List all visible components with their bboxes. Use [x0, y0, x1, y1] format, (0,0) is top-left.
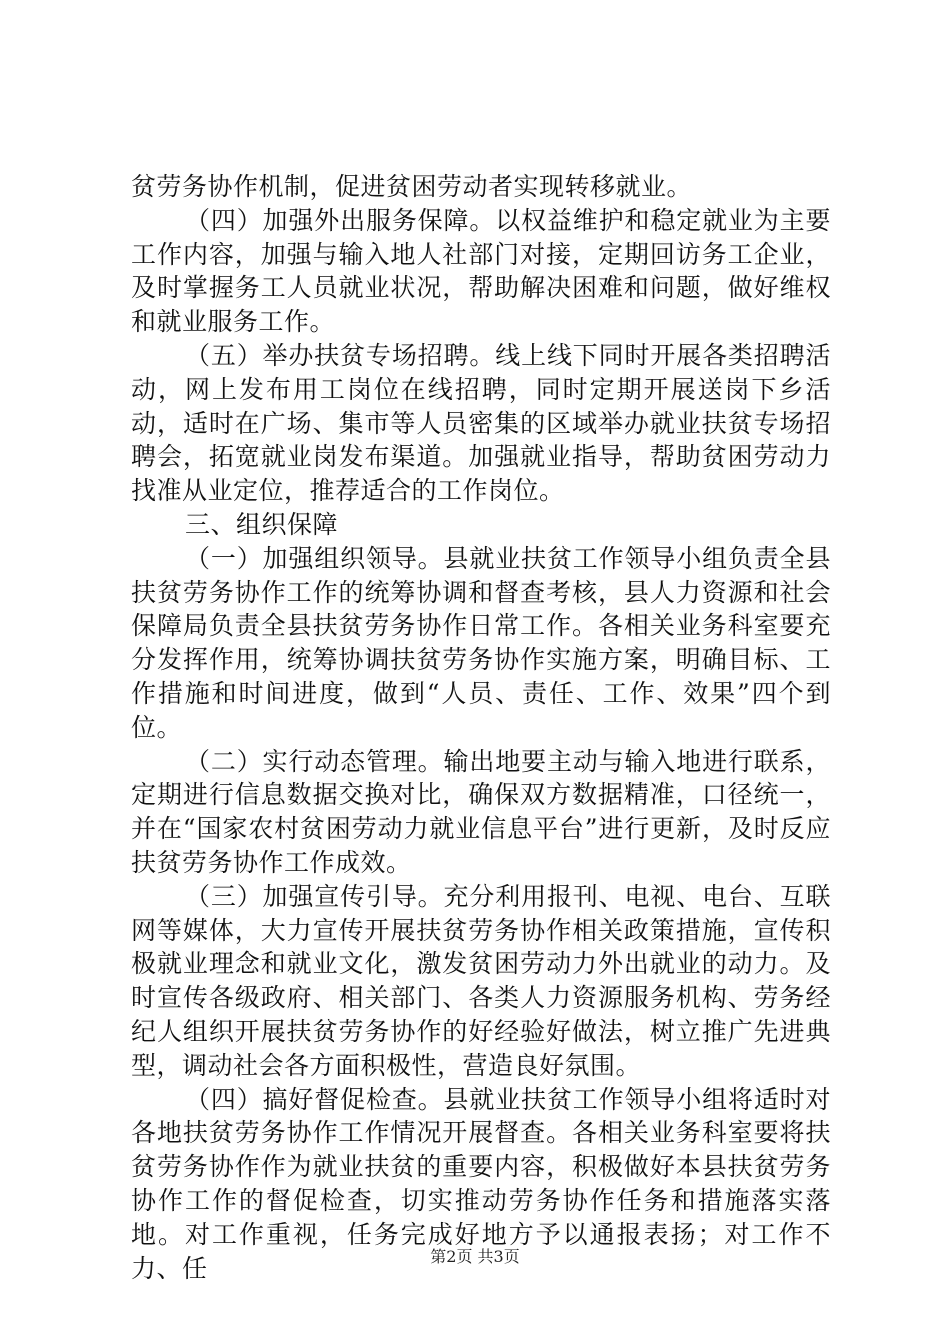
paragraph-recruitment: （五）举办扶贫专场招聘。线上线下同时开展各类招聘活动，网上发布用工岗位在线招聘，同时定期开展送岗下乡活动，适时在广场、集市等人员密集的区域举办就业扶贫专场招聘会，拓宽就业岗发布渠道。加强就业指导，帮助贫困劳动力找准从业定位，推荐适合的工作岗位。 — [131, 340, 831, 506]
paragraph-continuation: 贫劳务协作机制，促进贫困劳动者实现转移就业。 — [131, 172, 693, 201]
paragraph-publicity: （三）加强宣传引导。充分利用报刊、电视、电台、互联网等媒体，大力宣传开展扶贫劳务协作相关政策措施，宣传积极就业理念和就业文化，激发贫困劳动力外出就业的动力。及时宣传各级政府、相关部门、各类人力资源服务机构、劳务经纪人组织开展扶贫劳务协作的好经验好做法，树立推广先进典型，调动社会各方面积极性，营造良好氛围。 — [131, 881, 831, 1080]
paragraph-supervision: （四）搞好督促检查。县就业扶贫工作领导小组将适时对各地扶贫劳务协作工作情况开展督查。各相关业务科室要将扶贫劳务协作作为就业扶贫的重要内容，积极做好本县扶贫劳务协作工作的督促检查，切实推动劳务协作任务和措施落实落地。对工作重视，任务完成好地方予以通报表扬；对工作不力、任 — [131, 1084, 831, 1283]
section-heading-organization: 三、组织保障 — [185, 509, 339, 539]
page-number-footer: 第2页 共3页 — [430, 1247, 520, 1266]
paragraph-dynamic-management: （二）实行动态管理。输出地要主动与输入地进行联系，定期进行信息数据交换对比，确保双方数据精准，口径统一，并在“国家农村贫困劳动力就业信息平台”进行更新，及时反应扶贫劳务协作工作成效。 — [131, 746, 831, 877]
document-body — [131, 170, 831, 1285]
paragraph-service-guarantee: （四）加强外出服务保障。以权益维护和稳定就业为主要工作内容，加强与输入地人社部门对接，定期回访务工企业，及时掌握务工人员就业状况，帮助解决困难和问题，做好维权和就业服务工作。 — [131, 205, 831, 337]
paragraph-leadership: （一）加强组织领导。县就业扶贫工作领导小组负责全县扶贫劳务协作工作的统筹协调和督查考核，县人力资源和社会保障局负责全县扶贫劳务协作日常工作。各相关业务科室要充分发挥作用，统筹协调扶贫劳务协作实施方案，明确目标、工作措施和时间进度，做到“人员、责任、工作、效果”四个到位。 — [131, 543, 831, 742]
